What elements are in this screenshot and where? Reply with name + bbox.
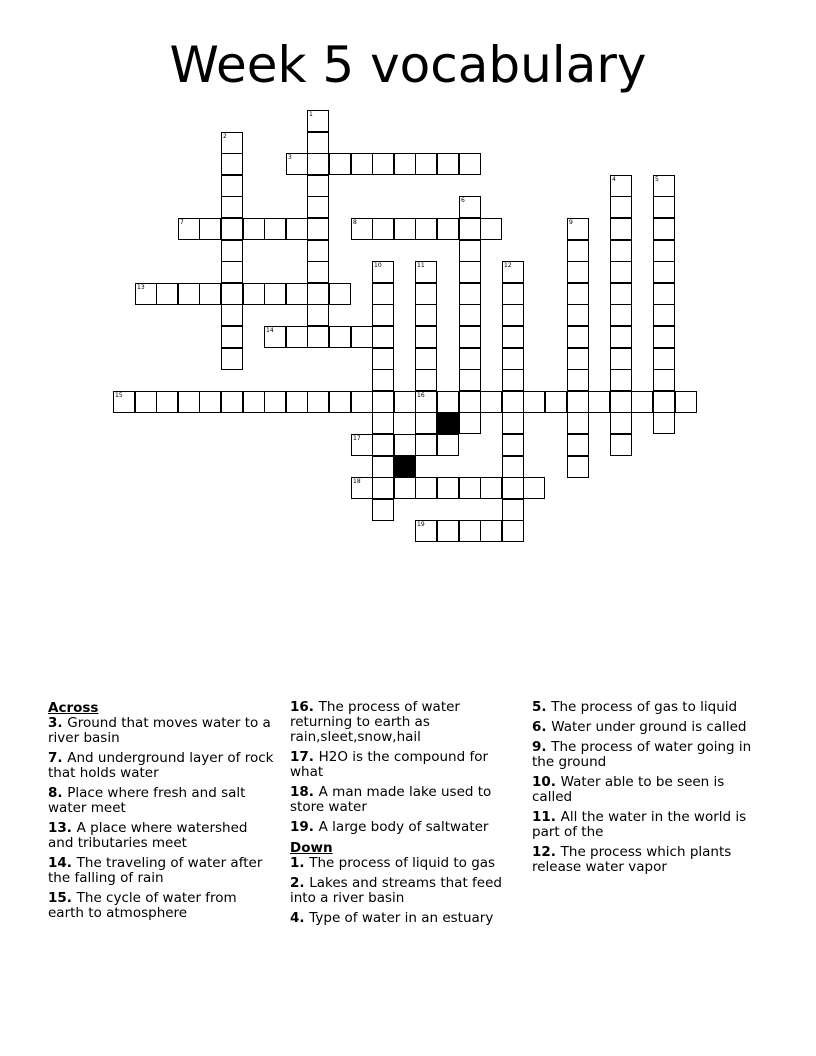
crossword-cell[interactable] — [567, 456, 589, 478]
crossword-cell[interactable] — [459, 218, 481, 240]
crossword-cell[interactable] — [372, 304, 394, 326]
crossword-cell[interactable] — [372, 456, 394, 478]
cell-number: 7 — [180, 219, 184, 226]
crossword-cell[interactable] — [415, 153, 437, 175]
crossword-cell[interactable] — [502, 348, 524, 370]
cell-number: 15 — [115, 392, 123, 399]
crossword-cell[interactable] — [178, 218, 200, 240]
crossword-cell[interactable] — [394, 153, 416, 175]
crossword-cell[interactable] — [588, 391, 610, 413]
crossword-cell[interactable] — [459, 153, 481, 175]
clue-down-10: 10. Water able to be seen is called — [532, 774, 725, 805]
crossword-cell[interactable] — [351, 218, 373, 240]
crossword-cell[interactable] — [437, 218, 459, 240]
crossword-cell[interactable] — [545, 391, 567, 413]
clue-down-5: 5. The process of gas to liquid — [532, 699, 738, 715]
crossword-cell[interactable] — [610, 218, 632, 240]
crossword-cell[interactable] — [135, 283, 157, 305]
crossword-cell[interactable] — [372, 477, 394, 499]
crossword-cell[interactable] — [567, 348, 589, 370]
clue-across-14: 14. The traveling of water after the falling of rain — [48, 855, 263, 886]
crossword-cell[interactable] — [372, 434, 394, 456]
crossword-cell[interactable] — [307, 304, 329, 326]
crossword-cell[interactable] — [286, 218, 308, 240]
crossword-cell[interactable] — [415, 369, 437, 391]
crossword-cell[interactable] — [653, 283, 675, 305]
crossword-cell[interactable] — [329, 283, 351, 305]
crossword-cell[interactable] — [437, 477, 459, 499]
crossword-cell[interactable] — [480, 520, 502, 542]
crossword-cell[interactable] — [567, 369, 589, 391]
crossword-cell[interactable] — [415, 434, 437, 456]
crossword-cell[interactable] — [329, 391, 351, 413]
clue-down-11: 11. All the water in the world is part of the — [532, 809, 747, 840]
clue-down-2: 2. Lakes and streams that feed into a river basin — [290, 875, 502, 906]
crossword-cell[interactable] — [502, 477, 524, 499]
crossword-cell[interactable] — [459, 412, 481, 434]
crossword-cell[interactable] — [459, 304, 481, 326]
clue-across-7: 7. And underground layer of rock that holds water — [48, 750, 274, 781]
crossword-cell[interactable] — [221, 261, 243, 283]
crossword-cell[interactable] — [437, 434, 459, 456]
crossword-cell[interactable] — [415, 348, 437, 370]
crossword-cell[interactable] — [221, 175, 243, 197]
crossword-cell[interactable] — [307, 218, 329, 240]
cell-number: 19 — [417, 521, 425, 528]
crossword-cell[interactable] — [480, 218, 502, 240]
cell-number: 6 — [461, 197, 465, 204]
crossword-cell[interactable] — [610, 369, 632, 391]
crossword-cell[interactable] — [307, 283, 329, 305]
crossword-cell[interactable] — [567, 391, 589, 413]
crossword-cell[interactable] — [459, 520, 481, 542]
crossword-cell[interactable] — [415, 391, 437, 413]
crossword-cell[interactable] — [415, 304, 437, 326]
cell-number: 17 — [353, 435, 361, 442]
page-title: Week 5 vocabulary — [169, 36, 647, 94]
crossword-cell[interactable] — [610, 304, 632, 326]
crossword-cell[interactable] — [307, 391, 329, 413]
crossword-cell[interactable] — [502, 499, 524, 521]
crossword-cell[interactable] — [415, 477, 437, 499]
crossword-cell[interactable] — [372, 261, 394, 283]
crossword-cell[interactable] — [610, 348, 632, 370]
crossword-cell[interactable] — [156, 283, 178, 305]
crossword-cell[interactable] — [372, 348, 394, 370]
crossword-cell[interactable] — [221, 283, 243, 305]
crossword-cell[interactable] — [567, 218, 589, 240]
crossword-cell[interactable] — [523, 477, 545, 499]
crossword-cell[interactable] — [523, 391, 545, 413]
crossword-cell[interactable] — [178, 391, 200, 413]
clue-across-13: 13. A place where watershed and tributaries meet — [48, 820, 248, 851]
crossword-cell[interactable] — [502, 326, 524, 348]
crossword-cell[interactable] — [459, 261, 481, 283]
crossword-cell[interactable] — [610, 412, 632, 434]
crossword-cell[interactable] — [415, 261, 437, 283]
cell-number: 11 — [417, 262, 425, 269]
crossword-cell[interactable] — [459, 240, 481, 262]
crossword-cell[interactable] — [459, 369, 481, 391]
crossword-cell[interactable] — [653, 218, 675, 240]
crossword-cell[interactable] — [264, 218, 286, 240]
crossword-black-cell — [394, 456, 416, 478]
crossword-cell[interactable] — [113, 391, 135, 413]
crossword-cell[interactable] — [631, 391, 653, 413]
crossword-cell[interactable] — [156, 391, 178, 413]
cell-number: 10 — [374, 262, 382, 269]
crossword-cell[interactable] — [286, 153, 308, 175]
crossword-cell[interactable] — [502, 261, 524, 283]
crossword-cell[interactable] — [653, 369, 675, 391]
crossword-cell[interactable] — [286, 391, 308, 413]
crossword-cell[interactable] — [351, 326, 373, 348]
crossword-cell[interactable] — [243, 218, 265, 240]
crossword-cell[interactable] — [372, 412, 394, 434]
crossword-cell[interactable] — [135, 391, 157, 413]
crossword-cell[interactable] — [307, 326, 329, 348]
crossword-cell[interactable] — [480, 391, 502, 413]
clue-across-15: 15. The cycle of water from earth to atmosphere — [48, 890, 237, 921]
crossword-cell[interactable] — [610, 175, 632, 197]
crossword-cell[interactable] — [307, 132, 329, 154]
crossword-cell[interactable] — [610, 240, 632, 262]
crossword-cell[interactable] — [459, 196, 481, 218]
crossword-cell[interactable] — [307, 175, 329, 197]
crossword-cell[interactable] — [415, 412, 437, 434]
clue-down-12: 12. The process which plants release water vapor — [532, 844, 732, 875]
cell-number: 16 — [417, 392, 425, 399]
cell-number: 18 — [353, 478, 361, 485]
crossword-cell[interactable] — [653, 391, 675, 413]
crossword-cell[interactable] — [610, 196, 632, 218]
crossword-cell[interactable] — [567, 261, 589, 283]
crossword-cell[interactable] — [372, 326, 394, 348]
crossword-cell[interactable] — [415, 218, 437, 240]
crossword-cell[interactable] — [307, 110, 329, 132]
cell-number: 8 — [353, 219, 357, 226]
crossword-cell[interactable] — [286, 283, 308, 305]
crossword-cell[interactable] — [502, 304, 524, 326]
crossword-cell[interactable] — [653, 348, 675, 370]
crossword-cell[interactable] — [221, 218, 243, 240]
crossword-cell[interactable] — [286, 326, 308, 348]
crossword-cell[interactable] — [653, 196, 675, 218]
crossword-cell[interactable] — [502, 412, 524, 434]
crossword-cell[interactable] — [653, 304, 675, 326]
crossword-cell[interactable] — [221, 326, 243, 348]
clue-across-8: 8. Place where fresh and salt water meet — [48, 785, 246, 816]
crossword-cell[interactable] — [480, 477, 502, 499]
crossword-cell[interactable] — [567, 283, 589, 305]
crossword-cell[interactable] — [610, 326, 632, 348]
crossword-cell[interactable] — [351, 477, 373, 499]
crossword-cell[interactable] — [502, 369, 524, 391]
cell-number: 13 — [137, 284, 145, 291]
clue-down-6: 6. Water under ground is called — [532, 719, 747, 735]
crossword-cell[interactable] — [502, 283, 524, 305]
crossword-cell[interactable] — [178, 283, 200, 305]
crossword-cell[interactable] — [221, 132, 243, 154]
crossword-cell[interactable] — [502, 520, 524, 542]
cell-number: 4 — [612, 176, 616, 183]
down-heading: Down — [290, 840, 333, 856]
crossword-cell[interactable] — [567, 240, 589, 262]
crossword-cell[interactable] — [459, 348, 481, 370]
crossword-cell[interactable] — [221, 153, 243, 175]
crossword-cell[interactable] — [459, 283, 481, 305]
crossword-cell[interactable] — [415, 283, 437, 305]
across-heading: Across — [48, 700, 99, 716]
crossword-cell[interactable] — [459, 391, 481, 413]
clue-down-1: 1. The process of liquid to gas — [290, 855, 496, 871]
crossword-cell[interactable] — [610, 391, 632, 413]
crossword-cell[interactable] — [653, 261, 675, 283]
cell-number: 1 — [309, 111, 313, 118]
crossword-cell[interactable] — [653, 326, 675, 348]
crossword-cell[interactable] — [394, 218, 416, 240]
crossword-cell[interactable] — [394, 434, 416, 456]
cell-number: 9 — [569, 219, 573, 226]
crossword-cell[interactable] — [459, 326, 481, 348]
crossword-cell[interactable] — [610, 434, 632, 456]
cell-number: 14 — [266, 327, 274, 334]
crossword-cell[interactable] — [567, 304, 589, 326]
crossword-cell[interactable] — [372, 369, 394, 391]
cell-number: 5 — [655, 176, 659, 183]
crossword-cell[interactable] — [329, 326, 351, 348]
crossword-cell[interactable] — [221, 240, 243, 262]
crossword-cell[interactable] — [372, 499, 394, 521]
crossword-cell[interactable] — [610, 261, 632, 283]
crossword-cell[interactable] — [221, 391, 243, 413]
crossword-cell[interactable] — [437, 520, 459, 542]
crossword-cell[interactable] — [264, 326, 286, 348]
crossword-cell[interactable] — [437, 391, 459, 413]
crossword-cell[interactable] — [221, 348, 243, 370]
clue-across-19: 19. A large body of saltwater — [290, 819, 489, 835]
clue-across-3: 3. Ground that moves water to a river basin — [48, 715, 271, 746]
crossword-cell[interactable] — [372, 153, 394, 175]
crossword-cell[interactable] — [307, 261, 329, 283]
crossword-cell[interactable] — [199, 218, 221, 240]
crossword-cell[interactable] — [372, 283, 394, 305]
crossword-black-cell — [437, 412, 459, 434]
clue-across-17: 17. H2O is the compound for what — [290, 749, 489, 780]
crossword-cell[interactable] — [502, 434, 524, 456]
clue-down-9: 9. The process of water going in the ground — [532, 739, 752, 770]
crossword-cell[interactable] — [610, 283, 632, 305]
crossword-cell[interactable] — [459, 477, 481, 499]
crossword-cell[interactable] — [307, 240, 329, 262]
crossword-cell[interactable] — [307, 153, 329, 175]
crossword-cell[interactable] — [675, 391, 697, 413]
crossword-cell[interactable] — [264, 391, 286, 413]
clues-column-1 — [48, 700, 274, 926]
clue-down-4: 4. Type of water in an estuary — [290, 910, 494, 926]
clues-column-3 — [532, 700, 762, 880]
crossword-cell[interactable] — [653, 412, 675, 434]
clues-column-2 — [290, 700, 516, 931]
crossword-cell[interactable] — [394, 391, 416, 413]
crossword-cell[interactable] — [199, 283, 221, 305]
crossword-cell[interactable] — [329, 153, 351, 175]
crossword-cell[interactable] — [264, 283, 286, 305]
crossword-cell[interactable] — [221, 304, 243, 326]
crossword-cell[interactable] — [394, 477, 416, 499]
crossword-cell[interactable] — [567, 412, 589, 434]
crossword-cell[interactable] — [351, 391, 373, 413]
crossword-cell[interactable] — [243, 283, 265, 305]
crossword-cell[interactable] — [307, 196, 329, 218]
cell-number: 3 — [288, 154, 292, 161]
clue-across-18: 18. A man made lake used to store water — [290, 784, 492, 815]
crossword-cell[interactable] — [351, 434, 373, 456]
crossword-cell[interactable] — [199, 391, 221, 413]
crossword-cell[interactable] — [351, 153, 373, 175]
crossword-cell[interactable] — [653, 240, 675, 262]
cell-number: 12 — [504, 262, 512, 269]
crossword-cell[interactable] — [567, 434, 589, 456]
crossword-cell[interactable] — [502, 456, 524, 478]
crossword-cell[interactable] — [415, 326, 437, 348]
crossword-cell[interactable] — [372, 218, 394, 240]
crossword-cell[interactable] — [502, 391, 524, 413]
crossword-cell[interactable] — [415, 520, 437, 542]
crossword-cell[interactable] — [221, 196, 243, 218]
crossword-cell[interactable] — [437, 153, 459, 175]
crossword-cell[interactable] — [243, 391, 265, 413]
crossword-cell[interactable] — [567, 326, 589, 348]
crossword-cell[interactable] — [372, 391, 394, 413]
cell-number: 2 — [223, 133, 227, 140]
clue-across-16: 16. The process of water returning to earth as rain,sleet,snow,hail — [290, 699, 460, 745]
crossword-cell[interactable] — [653, 175, 675, 197]
